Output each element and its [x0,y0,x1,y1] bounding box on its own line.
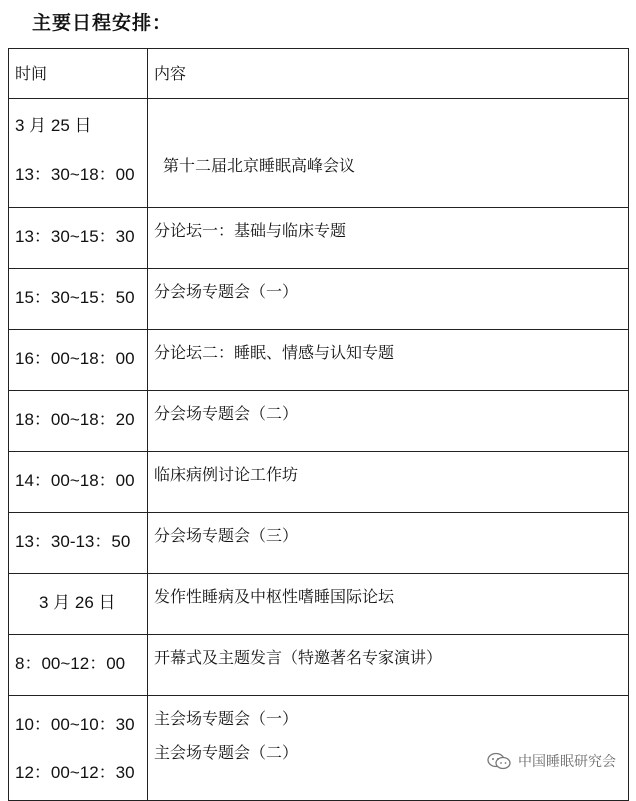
content-cell [148,391,629,452]
table-row [9,330,629,391]
time-cell [9,391,148,452]
content-cell [148,574,629,635]
time-text: 3 月 26 日 [39,593,116,612]
time-cell [9,452,148,513]
time-text: 8：00~12：00 [15,654,126,673]
time-cell [9,99,148,208]
time-text: 12：00~12：30 [15,763,135,782]
content-text: 分论坛二：睡眠、情感与认知专题 [154,343,395,362]
content-text: 发作性睡病及中枢性嗜睡国际论坛 [154,587,395,606]
time-text: 13：30-13：50 [15,532,131,551]
content-text: 分会场专题会（三） [154,526,299,545]
table-row [9,208,629,269]
content-text: 第十二届北京睡眠高峰会议 [163,156,356,175]
content-cell [148,208,629,269]
table-row [9,391,629,452]
table-row [9,269,629,330]
table-row [9,452,629,513]
content-cell [148,696,629,801]
table-header-row [9,49,629,99]
time-text: 16：00~18：00 [15,349,135,368]
time-cell [9,696,148,801]
content-text: 分会场专题会（二） [154,404,299,423]
header-content-label: 内容 [154,64,187,83]
time-cell [9,513,148,574]
table-row [9,635,629,696]
time-cell [9,269,148,330]
time-cell [9,574,148,635]
table-row [9,99,629,208]
time-text: 14：00~18：00 [15,471,135,490]
watermark-text: 中国睡眠研究会 [518,754,616,770]
watermark [486,751,616,771]
time-cell [9,330,148,391]
content-cell [148,330,629,391]
time-text: 15：30~15：50 [15,288,135,307]
content-text: 分论坛一：基础与临床专题 [154,221,347,240]
table-row [9,696,629,801]
time-text: 10：00~10：30 [15,715,135,734]
content-text: 主会场专题会（一） [154,709,299,728]
content-cell [148,99,629,208]
time-text: 3 月 25 日 [15,116,92,135]
content-text: 主会场专题会（二） [154,743,299,762]
time-text: 13：30~18：00 [15,165,135,184]
content-cell [148,269,629,330]
wechat-icon [486,752,512,770]
time-text: 18：00~18：20 [15,410,135,429]
table-row [9,513,629,574]
content-text: 开幕式及主题发言（特邀著名专家演讲） [154,648,443,667]
schedule-table [8,48,629,801]
content-cell [148,513,629,574]
content-text: 分会场专题会（一） [154,282,299,301]
page-title: 主要日程安排： [32,12,173,34]
content-cell [148,635,629,696]
table-row [9,574,629,635]
time-cell [9,208,148,269]
header-cell-content [148,49,629,99]
header-cell-time [9,49,148,99]
time-cell [9,635,148,696]
content-text: 临床病例讨论工作坊 [154,465,299,484]
time-text: 13：30~15：30 [15,227,135,246]
header-time-label: 时间 [15,64,48,83]
content-cell [148,452,629,513]
